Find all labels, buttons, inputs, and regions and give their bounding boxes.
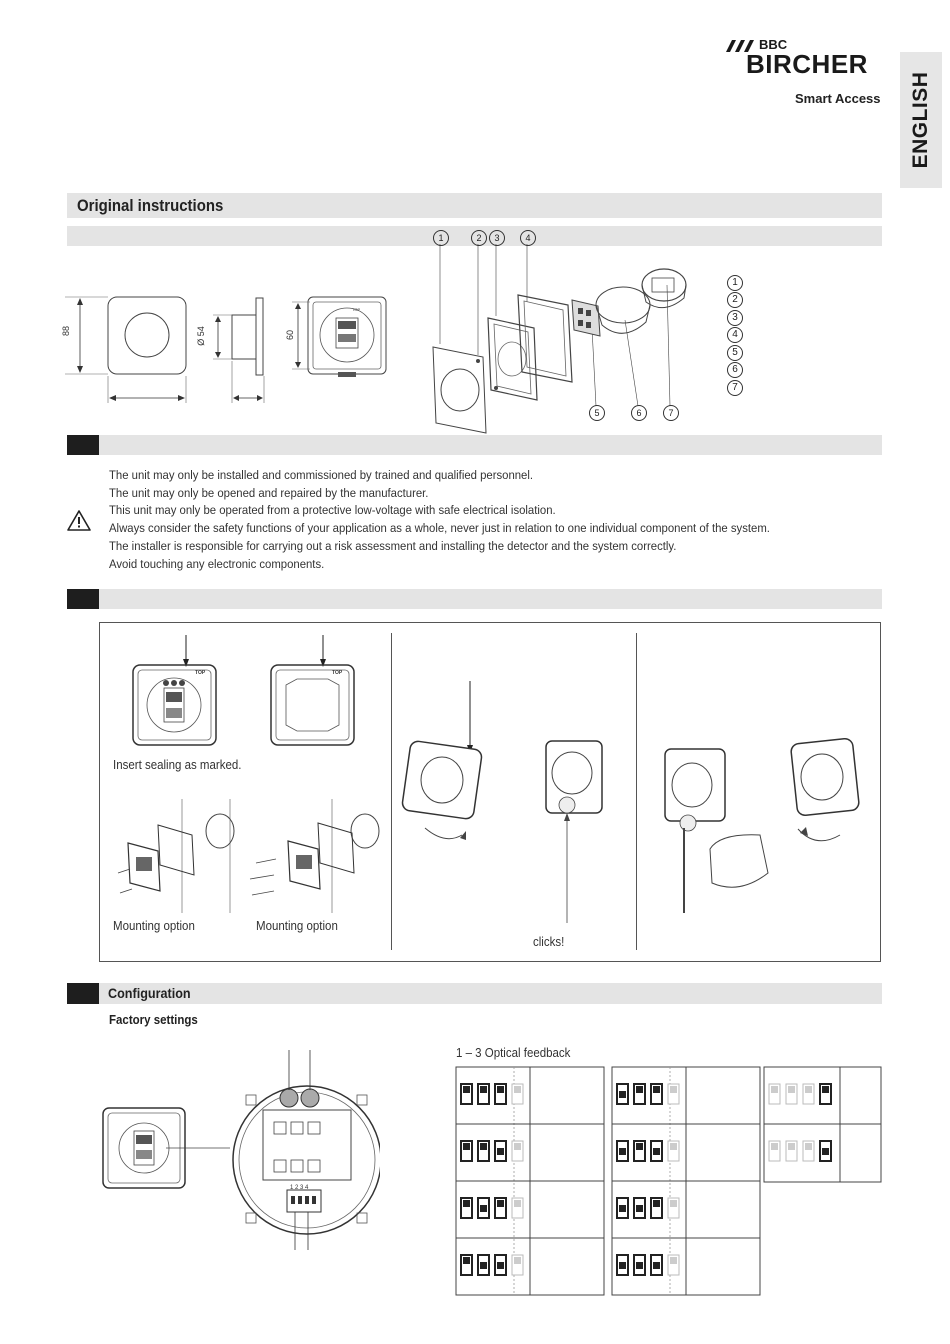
dip-switch-tables [455,1066,885,1298]
exploded-callout-7: 7 [663,405,679,421]
legend-number-7: 7 [727,380,743,396]
brand-small: BBC [759,37,788,52]
dip-switch-numbers: 1 2 3 4 [290,1185,309,1191]
side-view-body [232,315,256,359]
dim-height-label: 88 [61,325,72,337]
safety-line-2: The unit may only be opened and repaired by the manufacturer. [109,485,429,500]
exploded-callout-4: 4 [520,230,536,246]
brand-logo [722,38,884,82]
safety-line-5: The installer is responsible for carrying out a risk assessment and installing the detector and the system correctly. [109,538,677,553]
safety-line-1: The unit may only be installed and commissioned by trained and qualified personnel. [109,468,534,482]
insert-sealing-caption: Insert sealing as marked. [113,758,242,772]
exploded-callout-3: 3 [489,230,505,246]
svg-text:TOP: TOP [352,307,361,312]
side-view-plate [256,298,263,375]
safety-line-6: Avoid touching any electronic components. [109,556,325,571]
safety-line-4: Always consider the safety functions of your application as a whole, never just in relation to one individual component of the system. [109,521,770,536]
front-view-lens [125,313,169,357]
legend-number-6: 6 [727,362,743,378]
installation-drawings [100,623,880,961]
legend-number-5: 5 [727,345,743,361]
dim-depth-label: 60 [285,329,296,341]
dim-diameter-label: Ø 54 [195,326,206,346]
legend-number-1: 1 [727,275,743,291]
safety-line-3: This unit may only be operated from a protective low-voltage with safe electrical isolation. [109,503,556,518]
exploded-callout-2: 2 [471,230,487,246]
dimension-drawing [60,288,400,413]
exploded-callout-6: 6 [631,405,647,421]
top-label-2: TOP [332,670,343,676]
section-bar-configuration [67,983,882,1004]
optical-feedback-label: 1 – 3 Optical feedback [456,1046,571,1060]
product-name: Smart Access [795,91,881,106]
safety-text [109,467,820,573]
language-label: ENGLISH [909,71,932,169]
front-view-frame [108,297,186,374]
brand-large: BIRCHER [746,49,868,79]
mounting-option-1-caption: Mounting option [113,919,195,933]
section-bar-original-instructions [67,193,882,218]
legend-number-4: 4 [727,327,743,343]
section-title: Original instructions [77,196,224,215]
section-bar-installation [67,589,882,609]
factory-settings-drawing [100,1045,380,1255]
exploded-view-drawing [420,240,700,440]
exploded-callout-1: 1 [433,230,449,246]
top-label-1: TOP [195,670,206,676]
warning-icon [66,509,92,532]
exploded-callout-5: 5 [589,405,605,421]
mounting-option-2-caption: Mounting option [256,919,338,933]
legend-number-2: 2 [727,292,743,308]
language-tab [900,52,942,188]
factory-settings-heading: Factory settings [109,1013,198,1027]
section-title: Configuration [108,985,191,1001]
legend-number-3: 3 [727,310,743,326]
clicks-caption: clicks! [533,935,565,949]
